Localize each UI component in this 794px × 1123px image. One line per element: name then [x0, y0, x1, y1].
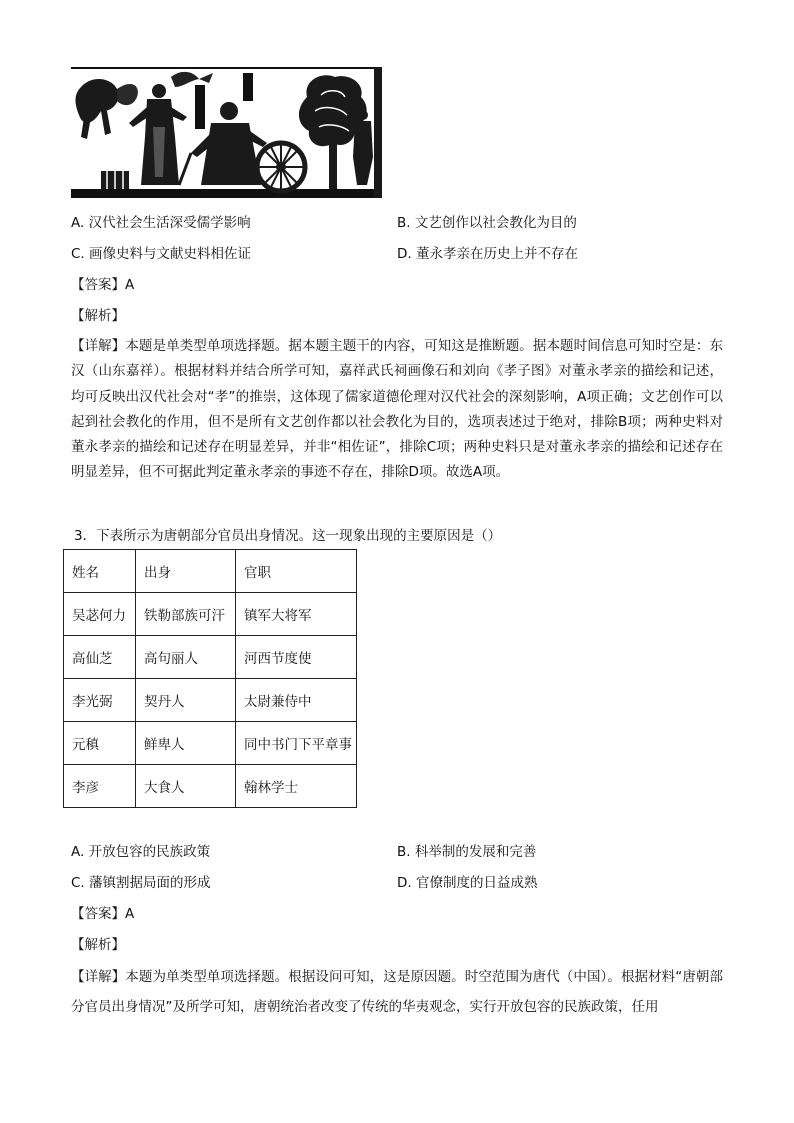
q3-analysis-body: 【详解】本题为单类型单项选择题。根据设问可知，这是原因题。时空范围为唐代（中国）。根据材料“唐朝部分官员出身情况”及所学可知，唐朝统治者改变了传统的华夷观念，实行开放包容的民族政策，任用 [71, 969, 723, 1015]
option-letter: B. [397, 844, 411, 860]
table-cell: 镇军大将军 [236, 593, 357, 636]
q2-option-a [71, 214, 251, 232]
table-cell: 李彦 [64, 765, 136, 808]
q2-analysis-body: 【详解】本题是单类型单项选择题。据本题主题干的内容，可知这是推断题。据本题时间信息可知时空是：东汉（山东嘉祥）。根据材料并结合所学可知，嘉祥武氏祠画像石和刘向《孝子图》对董永孝亲的描绘和记述，均可反映出汉代社会对“孝”的推崇，这体现了儒家道德伦理对汉代社会的深刻影响，A项正确；文艺创作可以起到社会教化的作用，但不是所有文艺创作都以社会教化为目的，选项表述过于绝对，排除B项；两种史料对董永孝亲的描绘和记述存在明显差异，并非“相佐证”，排除C项；两种史料只是对董永孝亲的描绘和记述存在明显差异，但不可据此判定董永孝亲的事迹不存在，排除D项。故选A项。 [71, 338, 723, 481]
q3-stem: 3．下表所示为唐朝部分官员出身情况。这一现象出现的主要原因是（） [74, 528, 502, 544]
relief-rubbing-illustration [71, 67, 382, 198]
option-letter: C. [71, 246, 85, 262]
q2-answer: 【答案】A [71, 277, 135, 293]
table-cell: 同中书门下平章事 [236, 722, 357, 765]
table-cell: 契丹人 [136, 679, 236, 722]
option-text: 科举制的发展和完善 [414, 844, 537, 860]
table-cell: 高句丽人 [136, 636, 236, 679]
table-cell: 翰林学士 [236, 765, 357, 808]
table-cell: 李光弼 [64, 679, 136, 722]
table-header-cell: 姓名 [64, 550, 136, 593]
option-text: 董永孝亲在历史上并不存在 [415, 246, 578, 262]
table-cell: 大食人 [136, 765, 236, 808]
table-header-cell: 出身 [136, 550, 236, 593]
table-cell: 吴苾何力 [64, 593, 136, 636]
option-letter: D. [397, 875, 412, 891]
q3-analysis-title: 【解析】 [71, 937, 125, 953]
q3-option-b [397, 843, 536, 861]
option-letter: C. [71, 875, 85, 891]
table-row [64, 765, 357, 808]
option-letter: A. [71, 844, 85, 860]
option-text: 画像史料与文献史料相佐证 [89, 246, 252, 262]
table-cell: 河西节度使 [236, 636, 357, 679]
q3-officials-table [63, 549, 357, 808]
q3-option-d [397, 874, 537, 892]
option-letter: A. [71, 215, 85, 231]
table-row [64, 679, 357, 722]
option-text: 汉代社会生活深受儒学影响 [88, 215, 251, 231]
table-row [64, 636, 357, 679]
option-letter: D. [397, 246, 412, 262]
option-letter: B. [397, 215, 411, 231]
q3-answer: 【答案】A [71, 906, 135, 922]
q3-option-a [71, 843, 210, 861]
q2-analysis-title: 【解析】 [71, 308, 125, 324]
q3-option-c [71, 874, 211, 892]
q2-option-d [397, 245, 578, 263]
table-header-row [64, 550, 357, 593]
option-text: 文艺创作以社会教化为目的 [414, 215, 577, 231]
table-row [64, 722, 357, 765]
table-cell: 鲜卑人 [136, 722, 236, 765]
option-text: 藩镇割据局面的形成 [89, 875, 211, 891]
option-text: 官僚制度的日益成熟 [415, 875, 538, 891]
table-cell: 元稹 [64, 722, 136, 765]
option-text: 开放包容的民族政策 [88, 844, 211, 860]
table-row [64, 593, 357, 636]
table-cell: 铁勒部族可汗 [136, 593, 236, 636]
table-cell: 高仙芝 [64, 636, 136, 679]
stone-relief-image [71, 67, 382, 198]
q2-option-b [397, 214, 577, 232]
table-header-cell: 官职 [236, 550, 357, 593]
table-cell: 太尉兼侍中 [236, 679, 357, 722]
q2-option-c [71, 245, 251, 263]
